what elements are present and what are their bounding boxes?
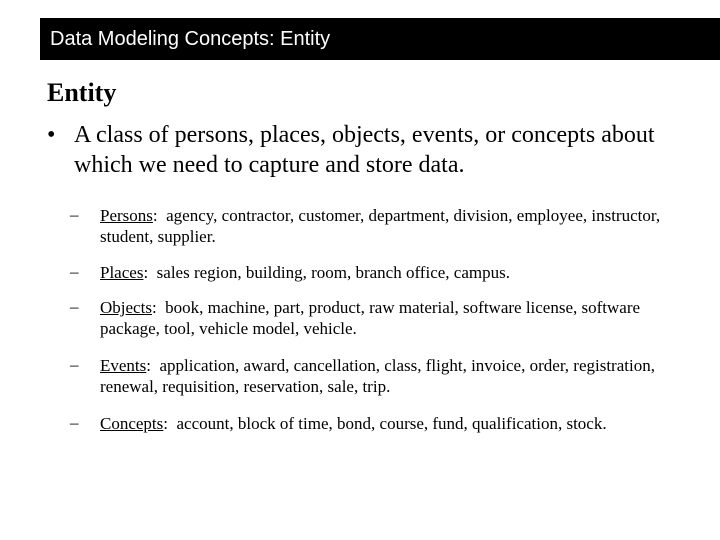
term-separator: :	[163, 414, 169, 433]
sub-item-body: agency, contractor, customer, department, division, employee, instructor, student, supplier.	[100, 206, 661, 246]
slide-title: Data Modeling Concepts: Entity	[50, 28, 331, 50]
dash-marker: –	[70, 355, 79, 374]
sub-item-text	[100, 413, 690, 434]
term-places: Places	[100, 263, 144, 282]
term-separator: :	[152, 206, 158, 225]
term-concepts: Concepts	[100, 414, 164, 433]
dash-marker: –	[70, 413, 79, 432]
sub-item-text	[100, 355, 690, 397]
dash-marker: –	[70, 297, 79, 316]
section-heading: Entity	[47, 78, 117, 107]
sub-item-body: account, block of time, bond, course, fund, qualification, stock.	[176, 414, 607, 433]
sub-item-body: sales region, building, room, branch office, campus.	[156, 263, 510, 282]
sub-item-text	[100, 205, 690, 247]
term-persons: Persons	[100, 206, 153, 225]
term-events: Events	[100, 356, 147, 375]
title-bar	[40, 18, 720, 60]
dash-marker: –	[70, 205, 79, 224]
sub-item-text	[100, 262, 690, 283]
sub-item-body: book, machine, part, product, raw material, software license, software package, tool, vehicle model, vehicle.	[100, 298, 641, 338]
dash-marker: –	[70, 262, 79, 281]
term-separator: :	[151, 298, 157, 317]
bullet-text: A class of persons, places, objects, events, or concepts about which we need to capture and store data.	[74, 122, 655, 178]
sub-item-text	[100, 297, 690, 339]
term-separator: :	[143, 263, 149, 282]
term-separator: :	[146, 356, 152, 375]
bullet-marker: •	[47, 122, 56, 148]
term-objects: Objects	[100, 298, 152, 317]
sub-item-body: application, award, cancellation, class, flight, invoice, order, registration, renewal, requisition, reservation, sale, trip.	[100, 356, 655, 396]
